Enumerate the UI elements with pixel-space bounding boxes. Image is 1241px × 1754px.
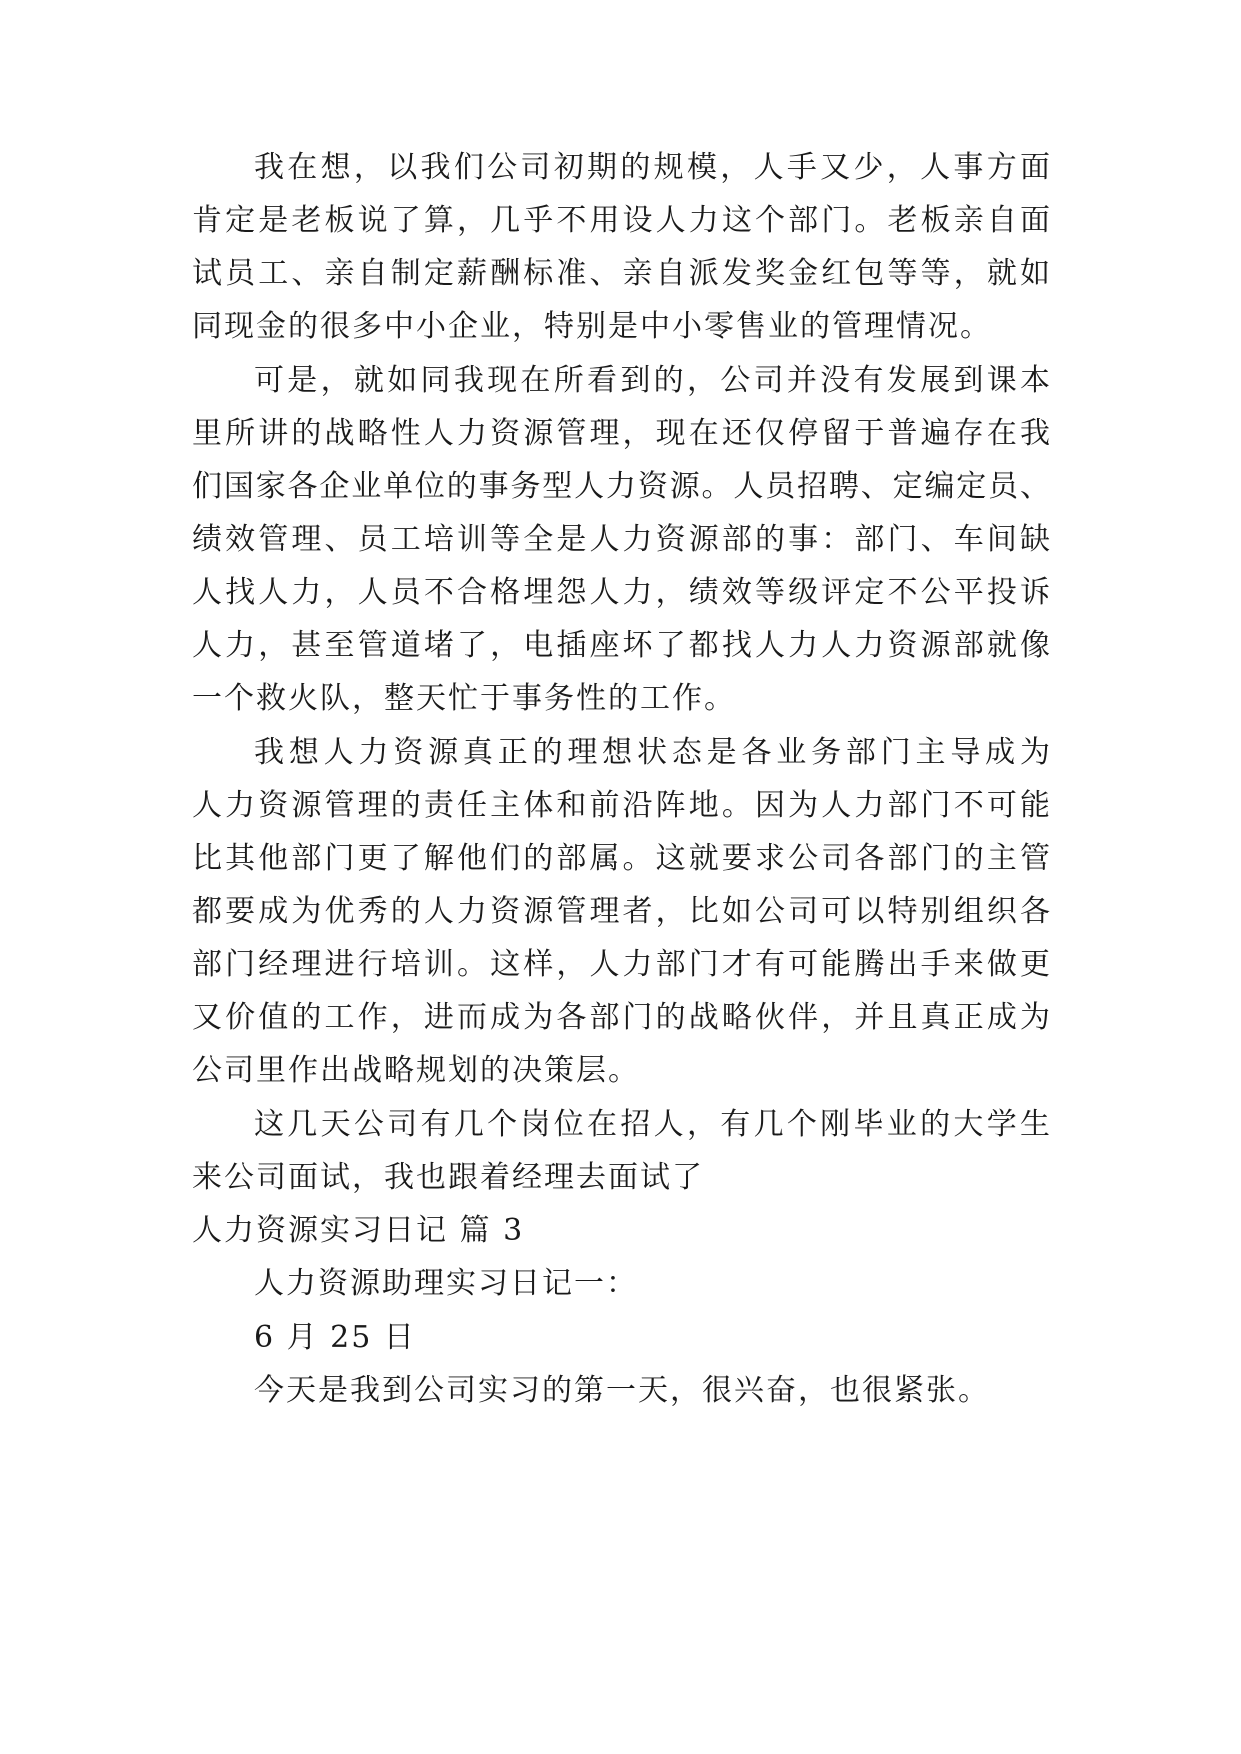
paragraph-2-line-6: 人力，甚至管道堵了，电插座坏了都找人力人力资源部就像 (192, 628, 1050, 663)
paragraph-2-line-1: 可是，就如同我现在所看到的，公司并没有发展到课本 (254, 363, 1050, 398)
paragraph-1-line-1: 我在想，以我们公司初期的规模，人手又少，人事方面 (254, 150, 1050, 185)
paragraph-1-line-2: 肯定是老板说了算，几乎不用设人力这个部门。老板亲自面 (192, 203, 1050, 238)
paragraph-3-line-1: 我想人力资源真正的理想状态是各业务部门主导成为 (254, 735, 1050, 770)
paragraph-2-line-7: 一个救火队，整天忙于事务性的工作。 (192, 681, 736, 716)
diary-date: 6 月 25 日 (254, 1320, 416, 1355)
paragraph-2-line-4: 绩效管理、员工培训等全是人力资源部的事：部门、车间缺 (192, 522, 1050, 557)
paragraph-4-line-2: 来公司面试，我也跟着经理去面试了 (192, 1160, 704, 1195)
diary-title: 人力资源助理实习日记一： (254, 1266, 638, 1301)
paragraph-1-line-4: 同现金的很多中小企业，特别是中小零售业的管理情况。 (192, 309, 992, 344)
paragraph-2-line-3: 们国家各企业单位的事务型人力资源。人员招聘、定编定员、 (192, 469, 1050, 504)
paragraph-3-line-4: 都要成为优秀的人力资源管理者，比如公司可以特别组织各 (192, 894, 1050, 929)
paragraph-4-line-1: 这几天公司有几个岗位在招人，有几个刚毕业的大学生 (254, 1107, 1050, 1142)
paragraph-3-line-2: 人力资源管理的责任主体和前沿阵地。因为人力部门不可能 (192, 788, 1050, 823)
paragraph-3-line-5: 部门经理进行培训。这样，人力部门才有可能腾出手来做更 (192, 947, 1050, 982)
paragraph-3-line-3: 比其他部门更了解他们的部属。这就要求公司各部门的主管 (192, 841, 1050, 876)
paragraph-3-line-6: 又价值的工作，进而成为各部门的战略伙伴，并且真正成为 (192, 1000, 1050, 1035)
section-heading: 人力资源实习日记 篇 3 (192, 1213, 525, 1248)
diary-entry-line-1: 今天是我到公司实习的第一天，很兴奋，也很紧张。 (254, 1373, 990, 1408)
paragraph-2-line-2: 里所讲的战略性人力资源管理，现在还仅停留于普遍存在我 (192, 416, 1050, 451)
paragraph-2-line-5: 人找人力，人员不合格埋怨人力，绩效等级评定不公平投诉 (192, 575, 1050, 610)
paragraph-3-line-7: 公司里作出战略规划的决策层。 (192, 1053, 640, 1088)
paragraph-1-line-3: 试员工、亲自制定薪酬标准、亲自派发奖金红包等等，就如 (192, 256, 1050, 291)
